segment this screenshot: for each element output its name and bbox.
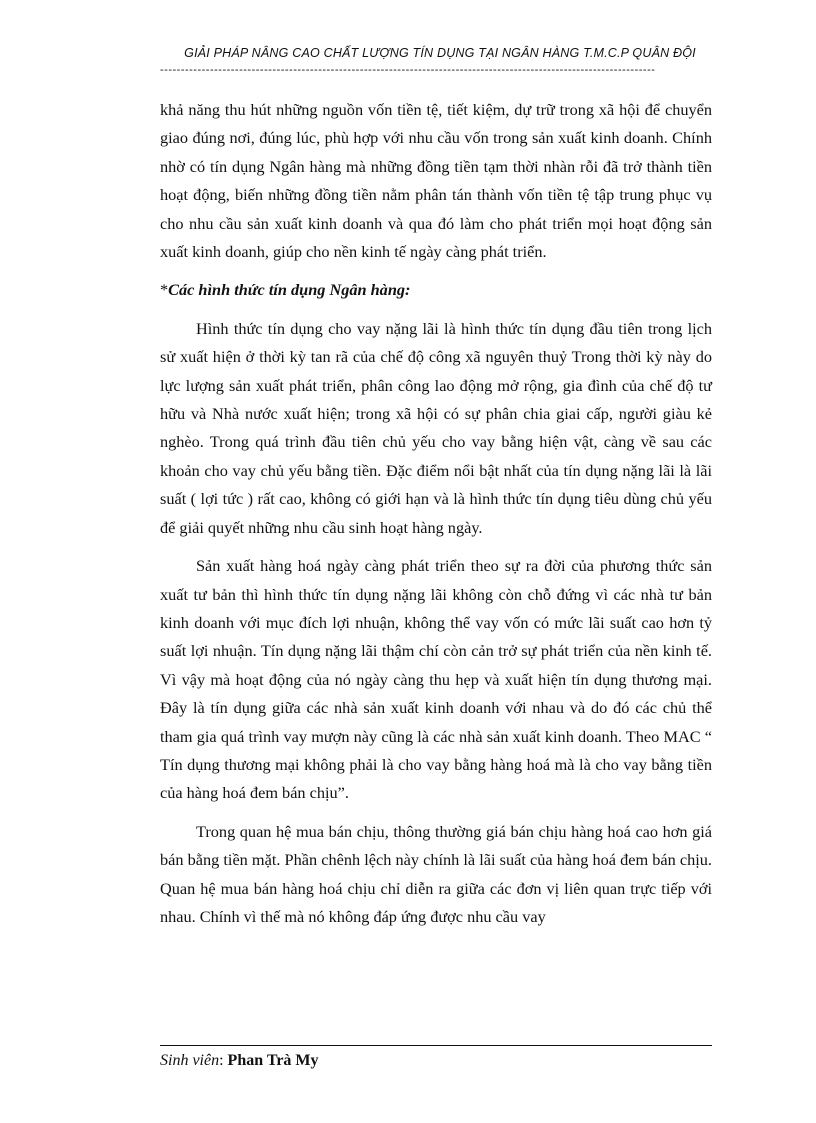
footer-label: Sinh viên xyxy=(160,1052,220,1069)
heading-prefix: * xyxy=(160,280,169,300)
paragraph-1: khả năng thu hút những nguồn vốn tiền tệ, tiết kiệm, dự trữ trong xã hội để chuyển giao đúng nơi, đúng lúc, phù hợp với nhu cầu vốn trong sản xuất kinh doanh. Chính nhờ có tín dụng Ngân hàng mà những đồng tiền tạm thời nhàn rỗi đã trở thành tiền hoạt động, biến những đồng tiền nằm phân tán thành vốn tiền tệ tập trung phục vụ cho nhu cầu sản xuất kinh doanh và qua đó làm cho phát triển mọi hoạt động sản xuất kinh doanh, giúp cho nền kinh tế ngày càng phát triển. xyxy=(160,100,712,262)
paragraph-2: Hình thức tín dụng cho vay nặng lãi là hình thức tín dụng đầu tiên trong lịch sử xuất hiện ở thời kỳ tan rã của chế độ công xã nguyên thuỷ Trong thời kỳ này do lực lượng sản xuất phát triển, phân công lao động mở rộng, gia đình của chế độ tư hữu và Nhà nước xuất hiện; trong xã hội có sự phân chia giai cấp, người giàu kẻ nghèo. Trong quá trình đầu tiên chủ yếu cho vay bằng hiện vật, càng về sau các khoản cho vay chủ yếu bằng tiền. Đặc điểm nổi bật nhất của tín dụng nặng lãi là lãi suất ( lợi tức ) rất cao, không có giới hạn và là hình thức tín dụng tiêu dùng chủ yếu để giải quyết những nhu cầu sinh hoạt hàng ngày. xyxy=(160,318,712,537)
heading-text: Các hình thức tín dụng Ngân hàng: xyxy=(168,280,411,300)
footer-separator: : xyxy=(219,1052,228,1069)
running-header-title: GIẢI PHÁP NÂNG CAO CHẤT LƯỢNG TÍN DỤNG TẠI NGÂN HÀNG T.M.C.P QUÂN ĐỘI xyxy=(184,46,696,60)
paragraph-4: Trong quan hệ mua bán chịu, thông thường giá bán chịu hàng hoá cao hơn giá bán bằng tiền mặt. Phần chênh lệch này chính là lãi suất của hàng hoá đem bán chịu. Quan hệ mua bán hàng hoá chịu chỉ diễn ra giữa các đơn vị liên quan trực tiếp với nhau. Chính vì thế mà nó không đáp ứng được nhu cầu vay xyxy=(160,821,712,926)
footer-rule xyxy=(160,1045,712,1046)
student-name: Phan Trà My xyxy=(227,1052,319,1069)
paragraph-3: Sản xuất hàng hoá ngày càng phát triển theo sự ra đời của phương thức sản xuất tư bản thì hình thức tín dụng nặng lãi không còn chỗ đứng vì các nhà tư bản kinh doanh với mục đích lợi nhuận, không thể vay vốn có mức lãi suất cao hơn tỷ suất lợi nhuận. Tín dụng nặng lãi thậm chí còn cản trở sự phát triển của nền kinh tế. Vì vậy mà hoạt động của nó ngày càng thu hẹp và xuất hiện tín dụng thương mại. Đây là tín dụng giữa các nhà sản xuất kinh doanh với nhau và do đó các chủ thể tham gia quá trình vay mượn này cũng là các nhà sản xuất kinh doanh. Theo MAC “ Tín dụng thương mại không phải là cho vay bằng hàng hoá mà là cho vay bằng tiền của hàng hoá đem bán chịu”. xyxy=(160,556,712,803)
footer xyxy=(160,1052,319,1070)
header-dashed-rule: ----------------------------------------------------------------------------------------------------------------------- xyxy=(160,64,656,76)
document-body xyxy=(160,96,712,941)
section-heading xyxy=(160,276,712,304)
